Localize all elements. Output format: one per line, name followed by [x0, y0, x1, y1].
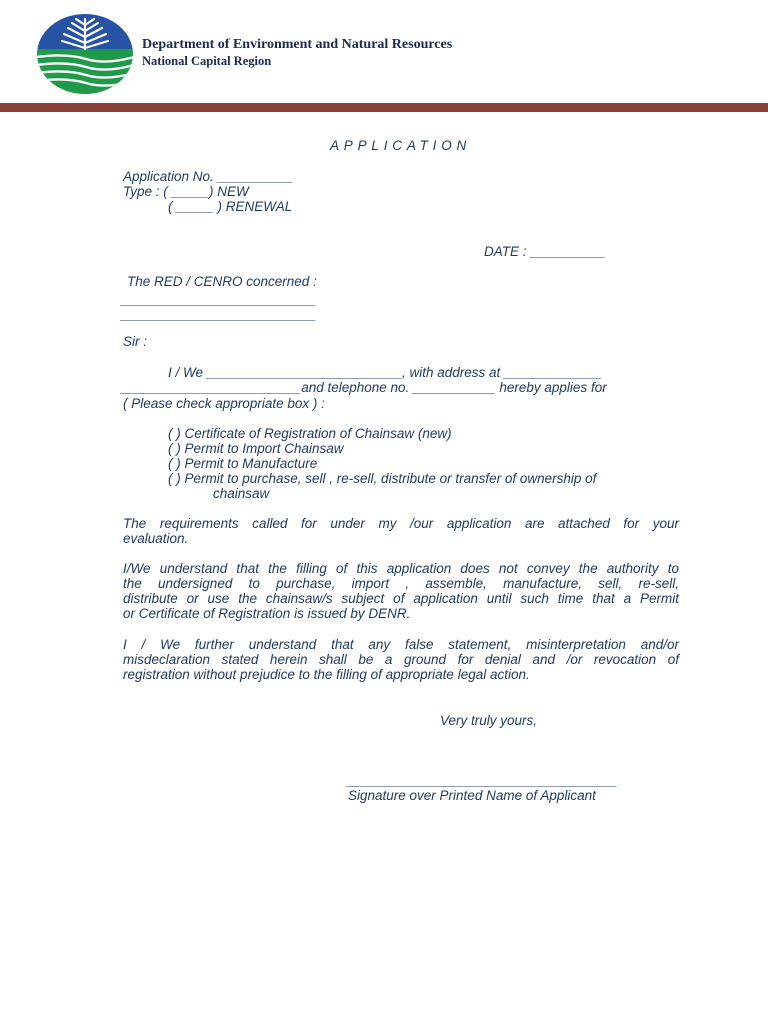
date-field: DATE : __________ — [484, 244, 606, 259]
option-permit-purchase: ( ) Permit to purchase, sell , re-sell, distribute or transfer of ownership of — [168, 471, 597, 486]
paragraph-line: the undersigned to purchase, import , assemble, manufacture, sell, re-sell, — [123, 576, 679, 591]
type-new-field: Type : ( _____) NEW — [123, 184, 249, 199]
application-no-field: Application No. __________ — [123, 169, 293, 184]
paragraph-requirements — [123, 516, 679, 546]
addressee-line-2: __________________________ — [121, 307, 317, 322]
header-divider — [0, 103, 768, 112]
paragraph-line: distribute or use the chainsaw/s subject of application until such time that a Permit — [123, 591, 679, 606]
option-certificate-registration: ( ) Certificate of Registration of Chainsaw (new) — [168, 426, 452, 441]
salutation: Sir : — [123, 334, 148, 349]
type-renewal-field: ( _____ ) RENEWAL — [168, 199, 293, 214]
paragraph-line: evaluation. — [123, 531, 189, 546]
option-permit-import: ( ) Permit to Import Chainsaw — [168, 441, 344, 456]
paragraph-understanding — [123, 561, 679, 621]
denr-logo — [36, 13, 134, 95]
org-name: Department of Environment and Natural Resources — [142, 37, 453, 52]
paragraph-false-statement — [123, 637, 679, 682]
paragraph-line: The requirements called for under my /our application are attached for your — [123, 516, 679, 531]
org-region: National Capital Region — [142, 54, 272, 68]
paragraph-line: misdeclaration stated herein shall be a ground for denial and /or revocation of — [123, 652, 679, 667]
closing: Very truly yours, — [440, 713, 538, 728]
intro-line-2: ________________________and telephone no. ___________ hereby applies for — [121, 380, 607, 395]
signature-label: Signature over Printed Name of Applicant — [348, 788, 596, 803]
form-title: APPLICATION — [330, 138, 472, 153]
paragraph-line: I / We further understand that any false statement, misinterpretation and/or — [123, 637, 679, 652]
intro-line-3: ( Please check appropriate box ) : — [123, 396, 325, 411]
option-permit-purchase-cont: chainsaw — [213, 486, 270, 501]
addressee-line-1: __________________________ — [121, 292, 317, 307]
paragraph-line: or Certificate of Registration is issued by DENR. — [123, 606, 411, 621]
addressee-label: The RED / CENRO concerned : — [127, 274, 317, 289]
signature-line: ____________________________________ — [347, 773, 618, 788]
paragraph-line: I/We understand that the filling of this application does not convey the authority to — [123, 561, 679, 576]
paragraph-line: registration without prejudice to the filling of appropriate legal action. — [123, 667, 530, 682]
option-permit-manufacture: ( ) Permit to Manufacture — [168, 456, 318, 471]
intro-line-1: I / We __________________________, with address at _____________ — [168, 365, 602, 380]
